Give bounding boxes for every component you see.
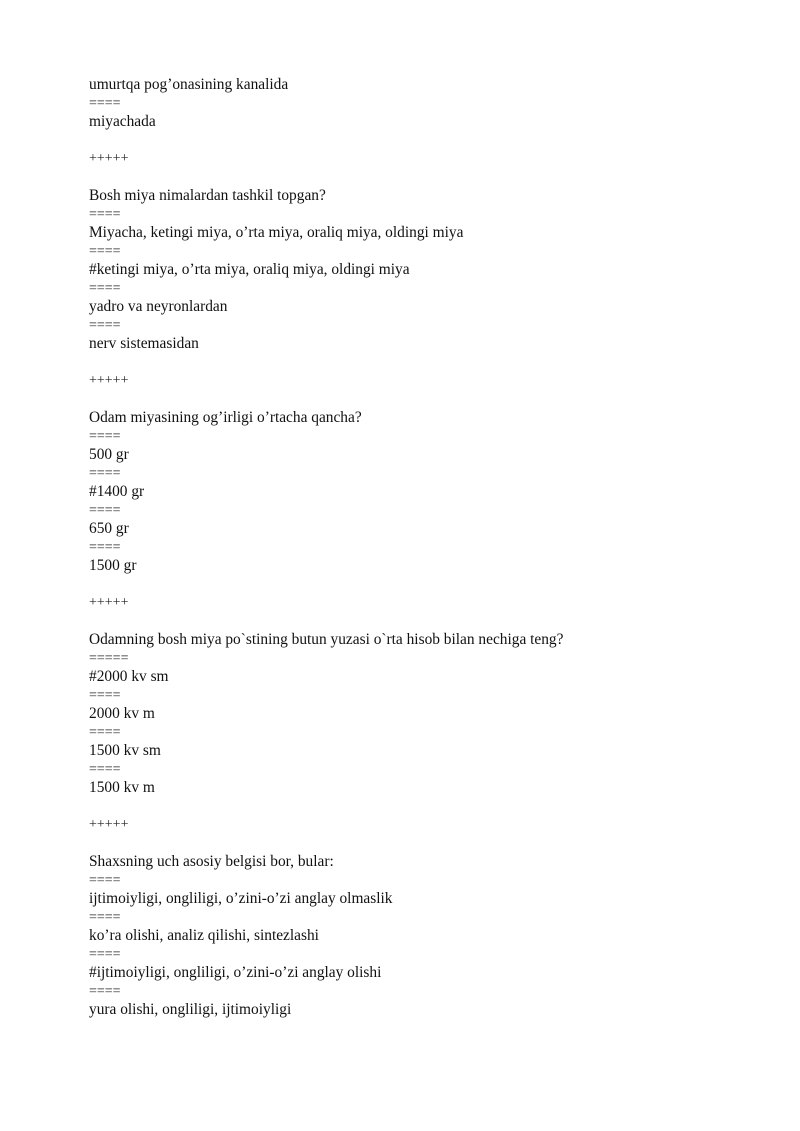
- answer-option-correct: #1400 gr: [89, 483, 145, 500]
- answer-separator: ====: [89, 687, 121, 703]
- answer-option: yura olishi, ongliligi, ijtimoiyligi: [89, 1001, 292, 1018]
- answer-separator: =====: [89, 650, 129, 666]
- answer-separator: ====: [89, 539, 121, 555]
- answer-option: miyachada: [89, 113, 156, 130]
- question-text: Shaxsning uch asosiy belgisi bor, bular:: [89, 853, 334, 870]
- answer-separator: ====: [89, 761, 121, 777]
- answer-option: 1500 kv sm: [89, 742, 161, 759]
- answer-separator: ====: [89, 317, 121, 333]
- answer-separator: ====: [89, 428, 121, 444]
- question-separator: +++++: [89, 595, 129, 610]
- answer-separator: ====: [89, 909, 121, 925]
- answer-option: 650 gr: [89, 520, 129, 537]
- answer-option-correct: #2000 kv sm: [89, 668, 169, 685]
- answer-option: nerv sistemasidan: [89, 335, 199, 352]
- answer-option: yadro va neyronlardan: [89, 298, 228, 315]
- question-text: Bosh miya nimalardan tashkil topgan?: [89, 187, 326, 204]
- question-separator: +++++: [89, 817, 129, 832]
- answer-option-correct: #ijtimoiyligi, ongliligi, o’zini-o’zi anglay olishi: [89, 964, 382, 981]
- answer-separator: ====: [89, 243, 121, 259]
- answer-option-correct: #ketingi miya, o’rta miya, oraliq miya, oldingi miya: [89, 261, 410, 278]
- answer-separator: ====: [89, 502, 121, 518]
- answer-option: 1500 gr: [89, 557, 137, 574]
- answer-separator: ====: [89, 280, 121, 296]
- answer-option: ijtimoiyligi, ongliligi, o’zini-o’zi anglay olmaslik: [89, 890, 393, 907]
- answer-separator: ====: [89, 872, 121, 888]
- question-text: Odamning bosh miya po`stining butun yuzasi o`rta hisob bilan nechiga teng?: [89, 631, 564, 648]
- answer-option: 500 gr: [89, 446, 129, 463]
- answer-separator: ====: [89, 465, 121, 481]
- answer-separator: ====: [89, 95, 121, 111]
- question-separator: +++++: [89, 373, 129, 388]
- answer-option: 2000 kv m: [89, 705, 155, 722]
- answer-option: Miyacha, ketingi miya, o’rta miya, oraliq miya, oldingi miya: [89, 224, 464, 241]
- answer-separator: ====: [89, 946, 121, 962]
- answer-separator: ====: [89, 206, 121, 222]
- answer-option: umurtqa pog’onasining kanalida: [89, 76, 289, 93]
- answer-separator: ====: [89, 724, 121, 740]
- answer-option: ko’ra olishi, analiz qilishi, sintezlashi: [89, 927, 319, 944]
- question-text: Odam miyasining og’irligi o’rtacha qancha?: [89, 409, 362, 426]
- document-body: [89, 76, 729, 1020]
- question-separator: +++++: [89, 151, 129, 166]
- answer-separator: ====: [89, 983, 121, 999]
- answer-option: 1500 kv m: [89, 779, 155, 796]
